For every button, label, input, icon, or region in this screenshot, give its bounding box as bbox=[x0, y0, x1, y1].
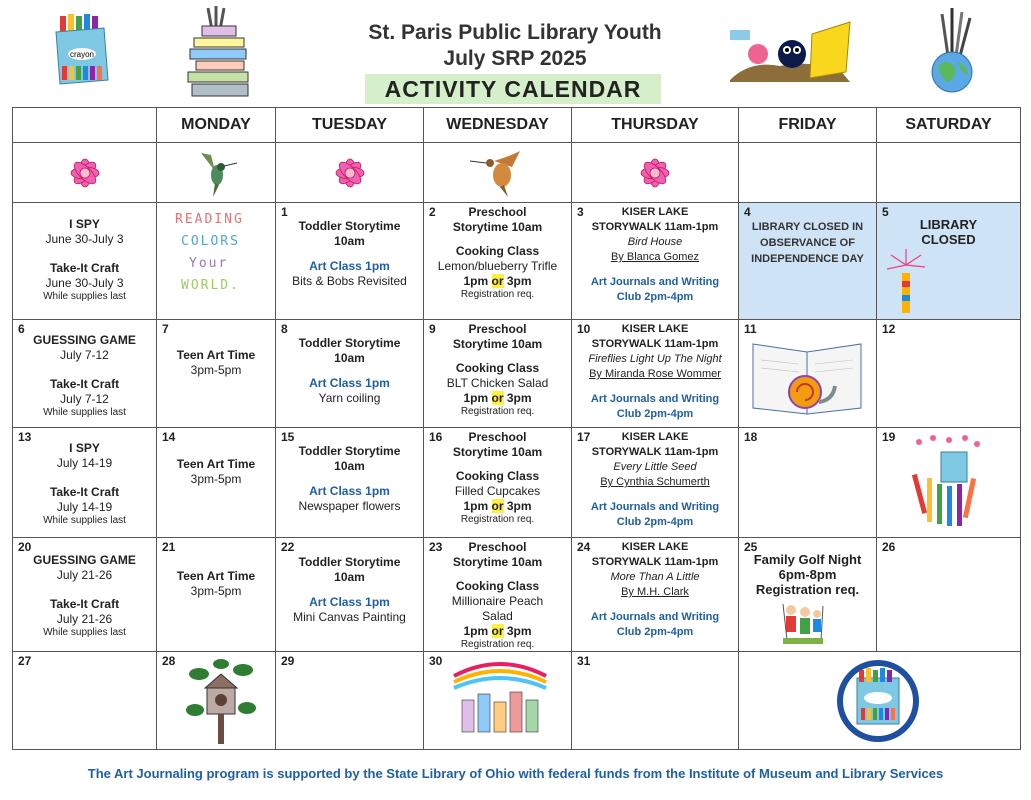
week1-tuesday-cell bbox=[276, 203, 424, 320]
funding-footer: The Art Journaling program is supported by the State Library of Ohio with federal funds from the Institute of Museum and Library Services bbox=[87, 766, 944, 781]
event-title: Toddler Storytime bbox=[298, 444, 401, 458]
registration-note: Registration req. bbox=[460, 289, 535, 300]
date-number: 19 bbox=[882, 430, 896, 444]
event-time: Storytime 10am bbox=[452, 555, 543, 569]
event-title: Teen Art Time bbox=[176, 569, 256, 583]
week2-monday-cell bbox=[157, 320, 276, 428]
week2-saturday-cell bbox=[877, 320, 1021, 428]
book-author: By Cynthia Schumerth bbox=[600, 476, 710, 488]
activity-title: I SPY bbox=[69, 441, 100, 455]
closed-notice: INDEPENDENCE DAY bbox=[751, 253, 864, 265]
closed-notice: LIBRARY CLOSED IN bbox=[751, 221, 864, 233]
activity-title: Take-It Craft bbox=[49, 261, 120, 275]
week4-thursday-cell bbox=[572, 538, 739, 652]
crayons-hearts-icon bbox=[911, 434, 983, 532]
week1-thursday-cell bbox=[572, 203, 739, 320]
activity-dates: July 21-26 bbox=[56, 612, 113, 626]
header bbox=[0, 0, 1031, 108]
session-time: 1pm bbox=[463, 274, 489, 288]
closed-notice: LIBRARY bbox=[919, 217, 978, 232]
snail-book-icon bbox=[749, 338, 867, 422]
event-title: Teen Art Time bbox=[176, 457, 256, 471]
cooking-class-topic: Filled Cupcakes bbox=[454, 484, 541, 498]
reading-colors-art bbox=[157, 203, 275, 297]
crayon-badge-icon bbox=[835, 658, 921, 744]
book-author: By M.H. Clark bbox=[621, 586, 689, 598]
date-number: 29 bbox=[281, 654, 295, 668]
event-time: 3pm-5pm bbox=[190, 363, 242, 377]
book-title: Every Little Seed bbox=[613, 461, 697, 473]
week3-friday-cell bbox=[739, 428, 877, 538]
flower-icon bbox=[325, 149, 375, 197]
date-number: 25 bbox=[744, 540, 758, 554]
title-line-2: July SRP 2025 bbox=[443, 47, 587, 70]
cooking-class-label: Cooking Class bbox=[455, 579, 540, 593]
cooking-class-label: Cooking Class bbox=[455, 469, 540, 483]
activity-title: Take-It Craft bbox=[49, 597, 120, 611]
flower-icon bbox=[60, 149, 110, 197]
decoration-row bbox=[13, 143, 1021, 203]
deco-cell bbox=[424, 143, 572, 203]
week1-saturday-cell bbox=[877, 203, 1021, 320]
activity-note: While supplies last bbox=[43, 627, 126, 638]
event-time: 3pm-5pm bbox=[190, 472, 242, 486]
globe-brushes-icon bbox=[928, 6, 978, 96]
session-time: 1pm bbox=[463, 624, 489, 638]
art-journal-label: Art Journals and Writing bbox=[590, 501, 720, 513]
golf-family-icon bbox=[779, 600, 827, 646]
hummingbird-icon bbox=[191, 147, 241, 199]
registration-note: Registration req. bbox=[460, 514, 535, 525]
deco-cell bbox=[877, 143, 1021, 203]
session-time: 1pm bbox=[463, 391, 489, 405]
title-line-1: St. Paris Public Library Youth bbox=[368, 21, 662, 44]
art-class-topic: Mini Canvas Painting bbox=[293, 610, 406, 624]
art-class-label: Art Class 1pm bbox=[309, 595, 390, 609]
date-number: 31 bbox=[577, 654, 591, 668]
day-header-friday: FRIDAY bbox=[739, 108, 877, 143]
art-journal-label: Art Journals and Writing bbox=[590, 393, 720, 405]
week1-friday-cell bbox=[739, 203, 877, 320]
week3-wednesday-cell bbox=[424, 428, 572, 538]
week2-thursday-cell bbox=[572, 320, 739, 428]
event-title: Preschool bbox=[468, 540, 527, 554]
cooking-class-label: Cooking Class bbox=[455, 244, 540, 258]
registration-note: Registration req. bbox=[460, 639, 535, 650]
art-word: WORLD. bbox=[181, 278, 240, 293]
or-highlight: or bbox=[491, 391, 504, 405]
art-word: COLORS bbox=[181, 234, 240, 249]
book-title: Bird House bbox=[627, 236, 683, 248]
cooking-class-topic: Salad bbox=[482, 609, 513, 623]
day-header-thursday: THURSDAY bbox=[572, 108, 739, 143]
week-row bbox=[13, 203, 1021, 320]
flower-icon bbox=[630, 149, 680, 197]
activity-dates: July 14-19 bbox=[56, 456, 113, 470]
event-time: 6pm-8pm bbox=[778, 567, 837, 582]
session-time: 1pm bbox=[463, 499, 489, 513]
reading-monster-icon bbox=[730, 20, 870, 84]
event-time: Storytime 10am bbox=[452, 337, 543, 351]
activity-note: While supplies last bbox=[43, 291, 126, 302]
storywalk-title: KISER LAKE bbox=[621, 323, 689, 335]
week4-friday-cell bbox=[739, 538, 877, 652]
session-time: 3pm bbox=[506, 274, 532, 288]
week1-monday-cell bbox=[157, 203, 276, 320]
activity-dates: July 21-26 bbox=[56, 568, 113, 582]
calendar-table bbox=[12, 107, 1021, 750]
date-number: 27 bbox=[18, 654, 32, 668]
registration-note: Registration req. bbox=[755, 582, 860, 597]
week-row bbox=[13, 320, 1021, 428]
event-title: Toddler Storytime bbox=[298, 555, 401, 569]
deco-cell bbox=[739, 143, 877, 203]
session-time: 3pm bbox=[506, 391, 532, 405]
day-header-tuesday: TUESDAY bbox=[276, 108, 424, 143]
date-number: 22 bbox=[281, 540, 295, 554]
event-time: 3pm-5pm bbox=[190, 584, 242, 598]
day-header-wednesday: WEDNESDAY bbox=[424, 108, 572, 143]
activity-title: GUESSING GAME bbox=[33, 333, 136, 347]
date-number: 18 bbox=[744, 430, 758, 444]
date-number: 13 bbox=[18, 430, 32, 444]
date-number: 11 bbox=[744, 322, 757, 336]
week5-thursday-cell bbox=[572, 652, 739, 750]
week3-side-cell bbox=[13, 428, 157, 538]
event-title: Preschool bbox=[468, 430, 527, 444]
event-title: Teen Art Time bbox=[176, 348, 256, 362]
date-number: 3 bbox=[577, 205, 584, 219]
week1-side-cell bbox=[13, 203, 157, 320]
event-title: Preschool bbox=[468, 322, 527, 336]
date-number: 24 bbox=[577, 540, 591, 554]
event-title: Family Golf Night bbox=[753, 552, 862, 567]
art-class-label: Art Class 1pm bbox=[309, 259, 390, 273]
week4-monday-cell bbox=[157, 538, 276, 652]
week4-tuesday-cell bbox=[276, 538, 424, 652]
week4-saturday-cell bbox=[877, 538, 1021, 652]
week-row bbox=[13, 428, 1021, 538]
storywalk-title: KISER LAKE bbox=[621, 206, 689, 218]
activity-dates: July 7-12 bbox=[60, 392, 109, 406]
book-author: By Blanca Gomez bbox=[610, 251, 700, 263]
storywalk-time: STORYWALK 11am-1pm bbox=[591, 338, 719, 350]
birdhouse-tree-icon bbox=[185, 658, 257, 746]
week2-side-cell bbox=[13, 320, 157, 428]
week-row bbox=[13, 538, 1021, 652]
closed-notice: CLOSED bbox=[921, 232, 976, 247]
week1-wednesday-cell bbox=[424, 203, 572, 320]
activity-title: Take-It Craft bbox=[49, 377, 120, 391]
event-title: Toddler Storytime bbox=[298, 336, 401, 350]
storywalk-time: STORYWALK 11am-1pm bbox=[591, 221, 719, 233]
week3-tuesday-cell bbox=[276, 428, 424, 538]
date-number: 4 bbox=[744, 205, 751, 219]
event-time: Storytime 10am bbox=[452, 445, 543, 459]
date-number: 8 bbox=[281, 322, 288, 336]
date-number: 30 bbox=[429, 654, 443, 668]
event-time: 10am bbox=[334, 570, 365, 584]
cooking-class-topic: Millionaire Peach bbox=[451, 594, 544, 608]
art-class-topic: Yarn coiling bbox=[318, 391, 381, 405]
week3-thursday-cell bbox=[572, 428, 739, 538]
week2-tuesday-cell bbox=[276, 320, 424, 428]
date-number: 20 bbox=[18, 540, 32, 554]
activity-title: GUESSING GAME bbox=[33, 553, 136, 567]
week5-side-cell bbox=[13, 652, 157, 750]
activity-dates: June 30-July 3 bbox=[45, 232, 124, 246]
session-time: 3pm bbox=[506, 499, 532, 513]
week5-wednesday-cell bbox=[424, 652, 572, 750]
or-highlight: or bbox=[491, 624, 504, 638]
art-journal-time: Club 2pm-4pm bbox=[616, 291, 694, 303]
firework-icon bbox=[881, 245, 931, 319]
event-time: 10am bbox=[334, 351, 365, 365]
activity-note: While supplies last bbox=[43, 407, 126, 418]
date-number: 26 bbox=[882, 540, 896, 554]
activity-title: Take-It Craft bbox=[49, 485, 120, 499]
cooking-class-topic: Lemon/blueberry Trifle bbox=[437, 259, 558, 273]
week4-wednesday-cell bbox=[424, 538, 572, 652]
week5-monday-cell bbox=[157, 652, 276, 750]
art-journal-time: Club 2pm-4pm bbox=[616, 408, 694, 420]
book-title: Fireflies Light Up The Night bbox=[588, 353, 722, 365]
date-number: 14 bbox=[162, 430, 176, 444]
art-journal-label: Art Journals and Writing bbox=[590, 276, 720, 288]
activity-dates: June 30-July 3 bbox=[45, 276, 124, 290]
date-number: 21 bbox=[162, 540, 176, 554]
deco-cell bbox=[572, 143, 739, 203]
storywalk-title: KISER LAKE bbox=[621, 431, 689, 443]
art-class-label: Art Class 1pm bbox=[309, 376, 390, 390]
closed-notice: OBSERVANCE OF bbox=[760, 237, 855, 249]
day-header-row bbox=[13, 108, 1021, 143]
activity-dates: July 7-12 bbox=[60, 348, 109, 362]
storywalk-time: STORYWALK 11am-1pm bbox=[591, 446, 719, 458]
art-class-topic: Newspaper flowers bbox=[298, 499, 401, 513]
storywalk-title: KISER LAKE bbox=[621, 541, 689, 553]
date-number: 1 bbox=[281, 205, 288, 219]
week4-side-cell bbox=[13, 538, 157, 652]
page-subtitle: ACTIVITY CALENDAR bbox=[365, 74, 661, 104]
art-journal-time: Club 2pm-4pm bbox=[616, 626, 694, 638]
date-number: 23 bbox=[429, 540, 443, 554]
event-time: 10am bbox=[334, 459, 365, 473]
event-title: Toddler Storytime bbox=[298, 219, 401, 233]
date-number: 12 bbox=[882, 322, 896, 336]
event-title: Preschool bbox=[468, 205, 527, 219]
art-word: READING bbox=[175, 212, 244, 227]
or-highlight: or bbox=[491, 499, 504, 513]
crayon-box-icon bbox=[52, 14, 112, 86]
art-journal-time: Club 2pm-4pm bbox=[616, 516, 694, 528]
art-word: Your bbox=[189, 256, 229, 271]
art-class-topic: Bits & Bobs Revisited bbox=[292, 274, 407, 288]
date-number: 28 bbox=[162, 654, 176, 668]
rainbow-books-icon bbox=[450, 656, 550, 736]
or-highlight: or bbox=[491, 274, 504, 288]
week3-saturday-cell bbox=[877, 428, 1021, 538]
date-number: 5 bbox=[882, 205, 889, 219]
activity-dates: July 14-19 bbox=[56, 500, 113, 514]
week3-monday-cell bbox=[157, 428, 276, 538]
week2-wednesday-cell bbox=[424, 320, 572, 428]
week5-empty-cell bbox=[739, 652, 1021, 750]
storywalk-time: STORYWALK 11am-1pm bbox=[591, 556, 719, 568]
book-stack-icon bbox=[180, 4, 258, 104]
date-number: 9 bbox=[429, 322, 436, 336]
day-header-blank bbox=[13, 108, 157, 143]
page-title bbox=[300, 20, 730, 72]
event-time: Storytime 10am bbox=[452, 220, 543, 234]
hummingbird-icon bbox=[468, 147, 528, 199]
deco-cell bbox=[276, 143, 424, 203]
date-number: 2 bbox=[429, 205, 436, 219]
crayon-box-label: crayon bbox=[69, 50, 95, 59]
registration-note: Registration req. bbox=[460, 406, 535, 417]
cooking-class-label: Cooking Class bbox=[455, 361, 540, 375]
week2-friday-cell bbox=[739, 320, 877, 428]
day-header-monday: MONDAY bbox=[157, 108, 276, 143]
date-number: 10 bbox=[577, 322, 591, 336]
day-header-saturday: SATURDAY bbox=[877, 108, 1021, 143]
art-journal-label: Art Journals and Writing bbox=[590, 611, 720, 623]
date-number: 15 bbox=[281, 430, 295, 444]
date-number: 6 bbox=[18, 322, 25, 336]
week5-tuesday-cell bbox=[276, 652, 424, 750]
activity-title: I SPY bbox=[69, 217, 100, 231]
activity-note: While supplies last bbox=[43, 515, 126, 526]
session-time: 3pm bbox=[506, 624, 532, 638]
cooking-class-topic: BLT Chicken Salad bbox=[446, 376, 549, 390]
date-number: 17 bbox=[577, 430, 591, 444]
date-number: 16 bbox=[429, 430, 443, 444]
book-author: By Miranda Rose Wommer bbox=[589, 368, 721, 380]
book-title: More Than A Little bbox=[610, 571, 700, 583]
date-number: 7 bbox=[162, 322, 169, 336]
event-time: 10am bbox=[334, 234, 365, 248]
art-class-label: Art Class 1pm bbox=[309, 484, 390, 498]
deco-cell bbox=[157, 143, 276, 203]
deco-cell bbox=[13, 143, 157, 203]
week-row bbox=[13, 652, 1021, 750]
